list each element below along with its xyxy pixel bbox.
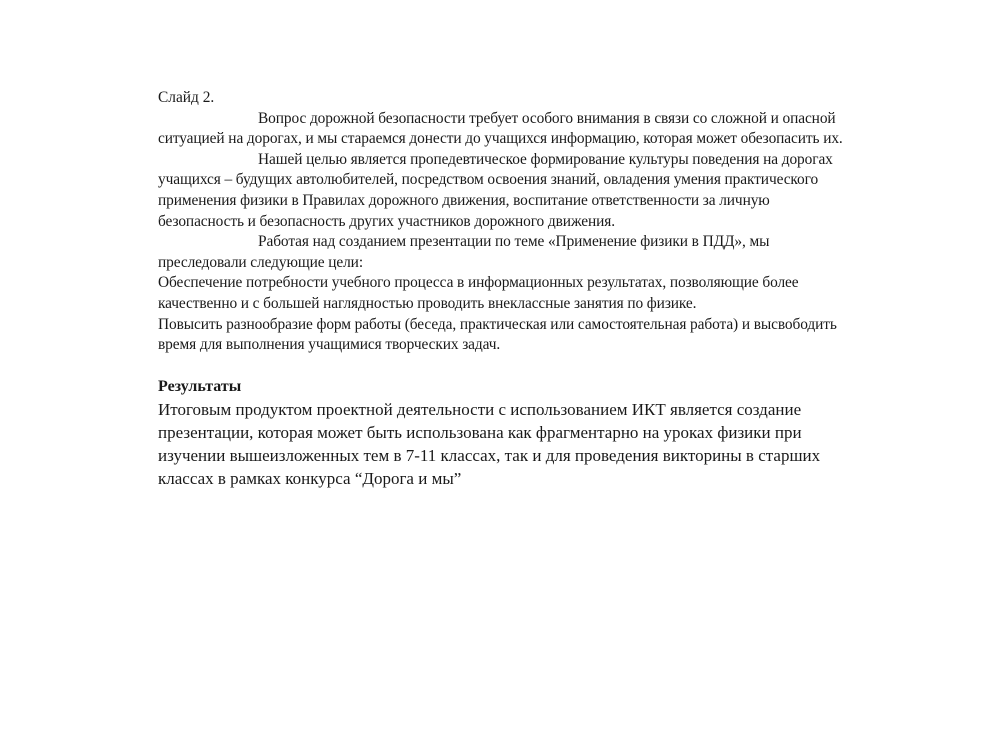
paragraph-road-safety: Вопрос дорожной безопасности требует особого внимания в связи со сложной и опасной ситуацией на дорогах, и мы стараемся донести до учащихся информацию, которая может обезопасить их. — [158, 109, 843, 148]
paragraph-objective-1: Обеспечение потребности учебного процесса в информационных результатах, позволяющие более качественно и с большей наглядностью проводить внеклассные занятия по физике. — [158, 274, 799, 312]
document-page — [158, 88, 858, 490]
paragraph-presentation-work: Работая над созданием презентации по теме «Применение физики в ПДД», мы преследовали следующие цели: — [158, 233, 770, 271]
spacer — [158, 356, 858, 376]
results-paragraph: Итоговым продуктом проектной деятельности с использованием ИКТ является создание презентации, которая может быть использована как фрагментарно на уроках физики при изучении вышеизложенных тем в 7-11 классах, так и для проведения викторины в старших классах в рамках конкурса “Дорога и мы” — [158, 399, 821, 488]
paragraph-goal: Нашей целью является пропедевтическое формирование культуры поведения на дорогах учащихся – будущих автолюбителей, посредством освоения знаний, овладения умения практического применения физики в Правилах дорожного движения, воспитание ответственности за личную безопасность и безопасность других участников дорожного движения. — [158, 150, 833, 230]
results-heading: Результаты — [158, 377, 242, 395]
slide-label: Слайд 2. — [158, 89, 215, 106]
paragraph-objective-2: Повысить разнообразие форм работы (беседа, практическая или самостоятельная работа) и высвободить время для выполнения учащимися творческих задач. — [158, 315, 837, 354]
